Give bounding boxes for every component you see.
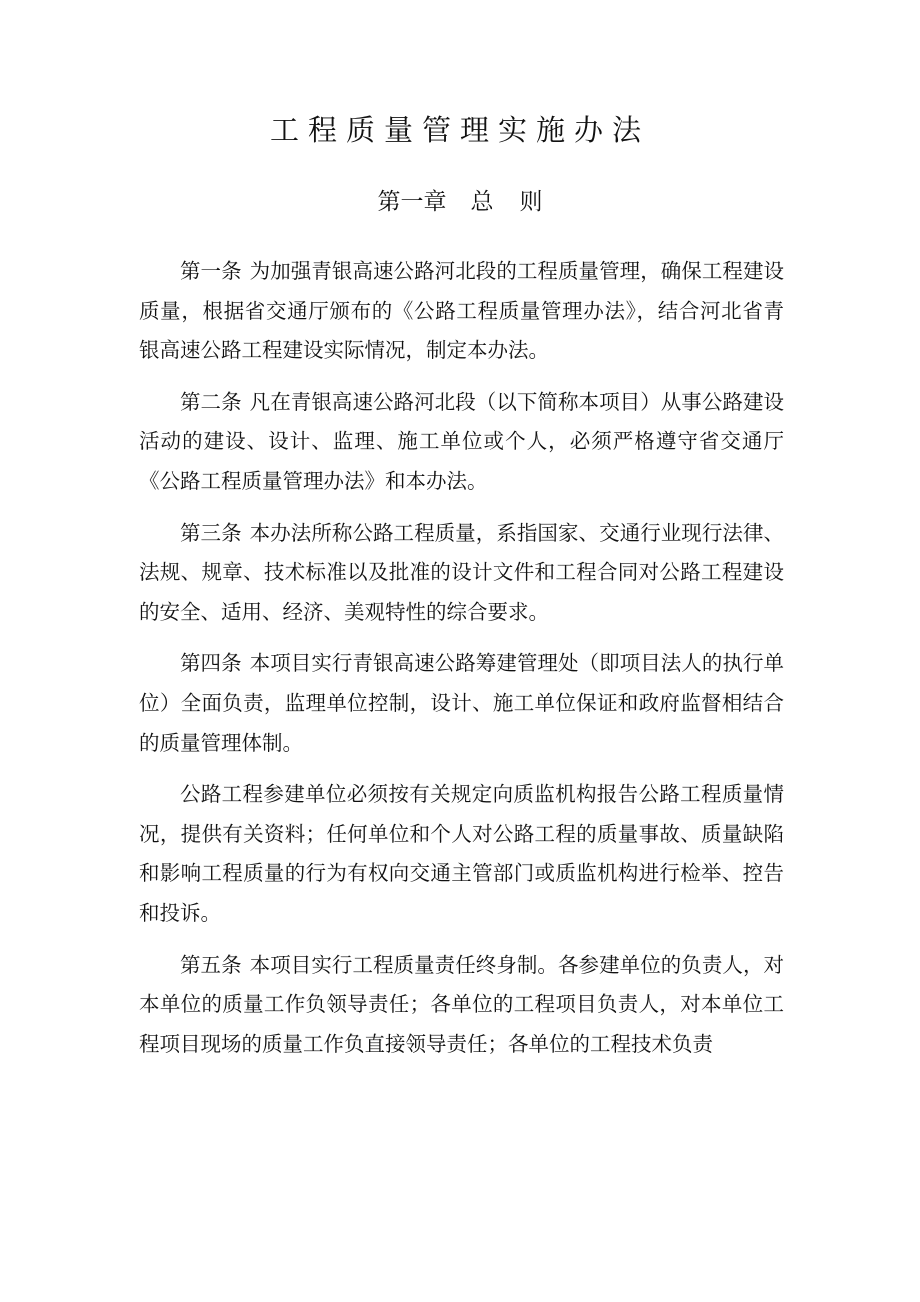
article-text: 公路工程参建单位必须按有关规定向质监机构报告公路工程质量情况，提供有关资料；任何单位和个人对公路工程的质量事故、质量缺陷和影响工程质量的行为有权向交通主管部门或质监机构进行检举、控告和投诉。 (139, 782, 784, 925)
article-label: 第三条 (180, 520, 242, 545)
article-text: 本办法所称公路工程质量，系指国家、交通行业现行法律、法规、规章、技术标准以及批准的设计文件和工程合同对公路工程建设的安全、适用、经济、美观特性的综合要求。 (139, 520, 785, 624)
article-text: 本项目实行工程质量责任终身制。各参建单位的负责人，对本单位的质量工作负领导责任；各单位的工程项目负责人，对本单位工程项目现场的质量工作负直接领导责任；各单位的工程技术负责 (139, 952, 785, 1056)
article-5 (139, 946, 784, 1065)
chapter-number: 第一章 (377, 189, 447, 215)
chapter-heading (0, 184, 920, 220)
chapter-word-2: 则 (519, 189, 543, 215)
article-3 (139, 514, 784, 633)
article-1 (139, 252, 784, 371)
document-title: 工程质量管理实施办法 (269, 113, 650, 147)
article-2 (139, 383, 784, 502)
article-label: 第一条 (180, 259, 242, 283)
article-label: 第四条 (180, 651, 242, 676)
article-text: 为加强青银高速公路河北段的工程质量管理，确保工程建设质量，根据省交通厅颁布的《公路工程质量管理办法》，结合河北省青银高速公路工程建设实际情况，制定本办法。 (139, 259, 785, 363)
article-label: 第五条 (180, 952, 242, 977)
document-body (139, 252, 784, 1076)
article-label: 第二条 (180, 389, 242, 414)
article-4-continuation (139, 775, 784, 933)
chapter-word-1: 总 (470, 189, 494, 215)
article-4 (139, 644, 784, 763)
article-text: 本项目实行青银高速公路筹建管理处（即项目法人的执行单位）全面负责，监理单位控制，设计、施工单位保证和政府监督相结合的质量管理体制。 (139, 651, 785, 755)
article-text: 凡在青银高速公路河北段（以下简称本项目）从事公路建设活动的建设、设计、监理、施工单位或个人，必须严格遵守省交通厅《公路工程质量管理办法》和本办法。 (139, 389, 785, 493)
